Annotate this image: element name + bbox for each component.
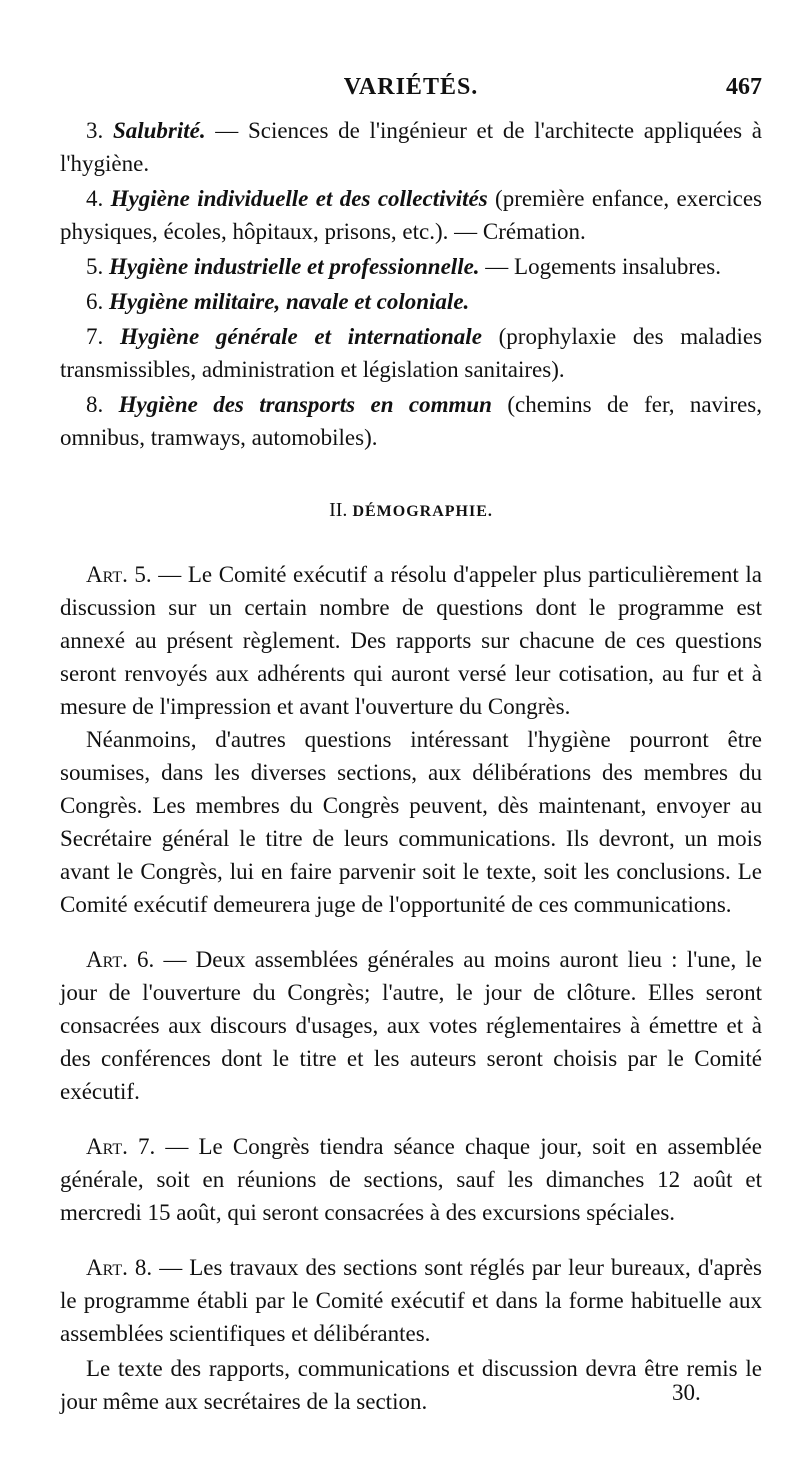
article-label: Art. 7. xyxy=(86,1134,156,1159)
page-header xyxy=(60,74,762,104)
article-text: — Les travaux des sections sont réglés par leur bureaux, d'après le programme établi par le Comité exécutif et dans la forme habituelle aux assemblées scientifiques et délibérantes. xyxy=(60,1255,762,1346)
hygiene-item-3 xyxy=(60,114,762,180)
item-title: Hygiène individuelle et des collectivités xyxy=(110,186,488,211)
section-numeral: II. xyxy=(329,499,348,521)
item-number: 3. xyxy=(86,118,104,143)
item-number: 6. xyxy=(86,289,104,314)
article-text: — Deux assemblées générales au moins auront lieu : l'une, le jour de l'ouverture du Congrès; l'autre, le jour de clôture. Elles seront consacrées aux discours d'usages, aux votes réglementaires à émettre et à des conférences dont le titre et les auteurs seront choisis par le Comité exécutif. xyxy=(60,947,762,1104)
item-title: Hygiène des transports en commun xyxy=(118,392,492,417)
hygiene-item-4 xyxy=(60,182,762,248)
item-text: — Logements insalubres. xyxy=(479,254,722,279)
section-title: DÉMOGRAPHIE. xyxy=(352,503,493,520)
hygiene-item-5 xyxy=(60,250,762,283)
paragraph-text: Le texte des rapports, communications et discussion devra être remis le jour même aux secrétaires de la section. xyxy=(60,1356,762,1414)
item-number: 8. xyxy=(86,392,104,417)
article-8 xyxy=(60,1251,762,1350)
item-title: Salubrité. xyxy=(112,118,206,143)
item-title: Hygiène générale et internationale xyxy=(119,324,482,349)
article-text: — Le Comité exécutif a résolu d'appeler plus particulièrement la discussion sur un certain nombre de questions dont le programme est annexé au présent règlement. Des rapports sur chacune de ces questions seront renvoyés aux adhérents qui auront versé leur cotisation, au fur et à mesure de l'impression et avant l'ouverture du Congrès. xyxy=(60,562,762,719)
item-text: — Sciences de l'ingénieur et de l'architecte appliquées à l'hygiène. xyxy=(60,118,763,176)
article-6 xyxy=(60,943,762,1108)
item-title: Hygiène industrielle et professionnelle. xyxy=(109,254,480,279)
paragraph-text: Néanmoins, d'autres questions intéressant l'hygiène pourront être soumises, dans les diverses sections, aux délibérations des membres du Congrès. Les membres du Congrès peuvent, dès maintenant, envoyer au Secrétaire général le titre de leurs communications. Ils devront, un mois avant le Congrès, lui en faire parvenir soit le texte, soit les conclusions. Le Comité exécutif demeurera juge de l'opportunité de ces communications. xyxy=(60,727,762,917)
article-5-continuation xyxy=(60,723,762,921)
hygiene-item-7 xyxy=(60,320,762,386)
article-label: Art. 8. xyxy=(86,1255,153,1280)
running-title: VARIÉTÉS. xyxy=(343,74,479,100)
article-5 xyxy=(60,558,762,723)
item-text: (prophylaxie des maladies transmissibles, administration et législation sanitaires). xyxy=(60,324,763,382)
article-label: Art. 6. xyxy=(86,947,155,972)
page-body xyxy=(60,114,762,1418)
article-label: Art. 5. xyxy=(86,562,152,587)
section-heading xyxy=(60,494,762,528)
page-number: 467 xyxy=(726,74,762,100)
item-number: 4. xyxy=(86,186,104,211)
item-text: (première enfance, exercices physiques, écoles, hôpitaux, prisons, etc.). — Crémation. xyxy=(60,186,762,244)
item-title: Hygiène militaire, navale et coloniale. xyxy=(109,289,470,314)
article-text: — Le Congrès tiendra séance chaque jour, soit en assemblée générale, soit en réunions de sections, sauf les dimanches 12 août et mercredi 15 août, qui seront consacrées à des excursions spéciales. xyxy=(60,1134,762,1225)
signature-mark: 30. xyxy=(672,1380,701,1405)
article-7 xyxy=(60,1130,762,1229)
item-number: 7. xyxy=(86,324,104,349)
item-number: 5. xyxy=(86,254,104,279)
hygiene-item-8 xyxy=(60,388,762,454)
hygiene-item-6 xyxy=(60,285,762,318)
item-text: (chemins de fer, navires, omnibus, tramways, automobiles). xyxy=(60,392,762,450)
article-8-continuation xyxy=(60,1352,762,1418)
